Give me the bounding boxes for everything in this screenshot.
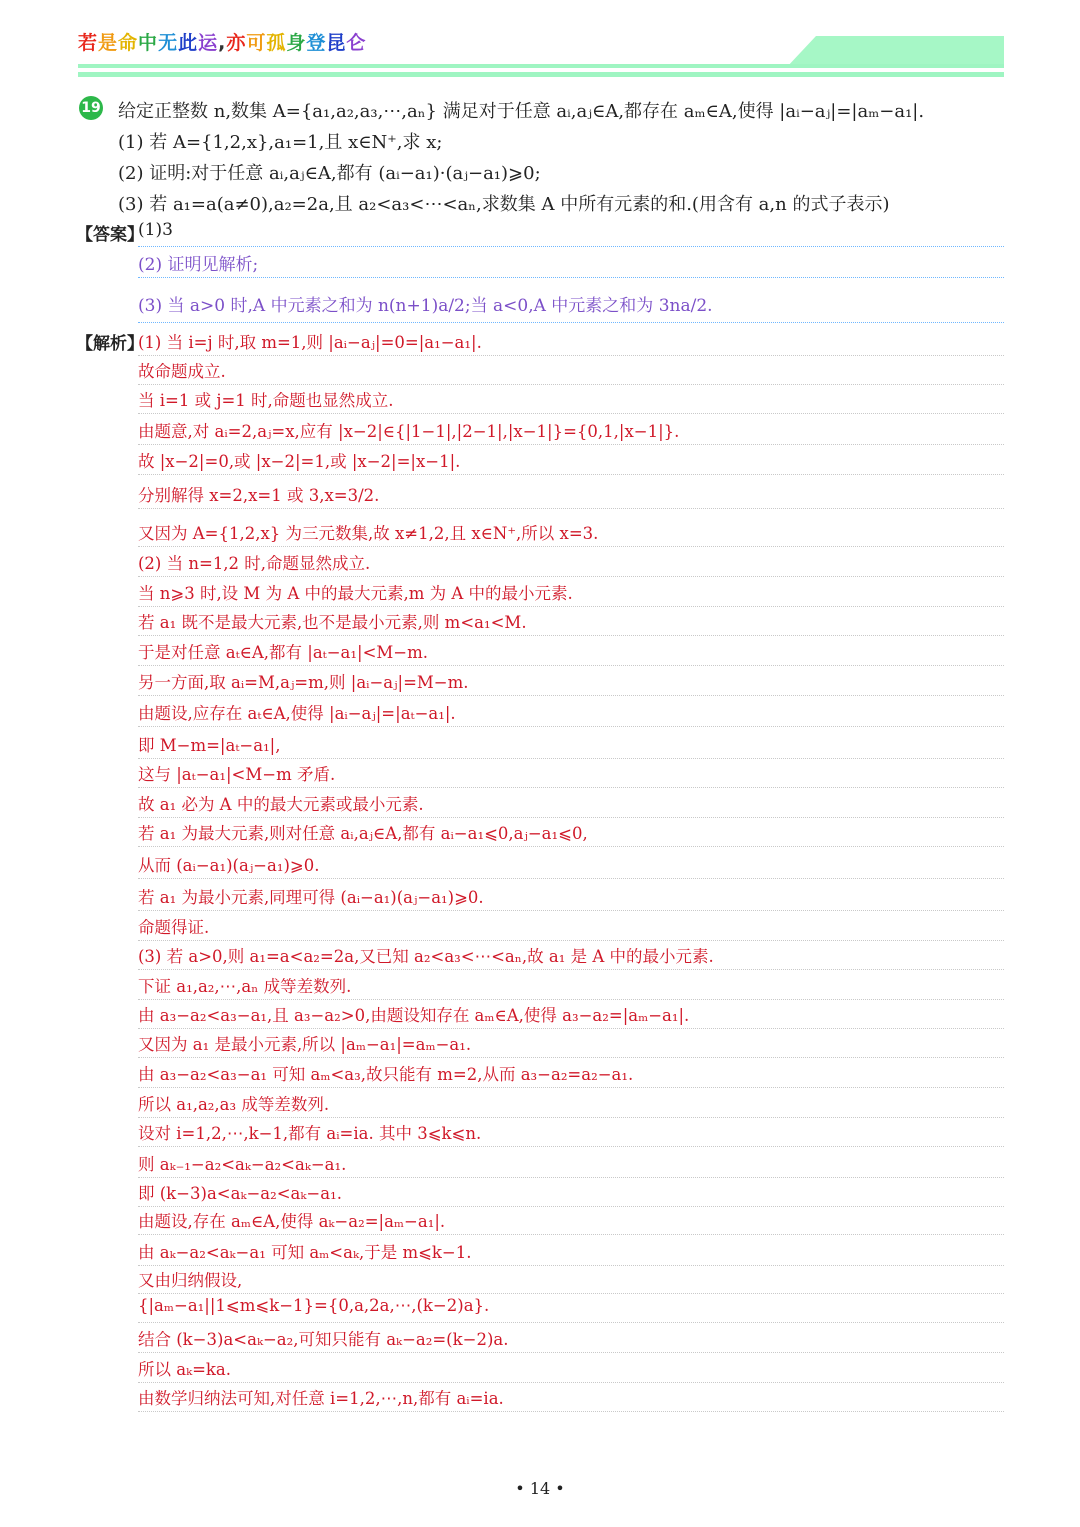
motto-char: 亦 [226,32,247,54]
analysis-divider [138,1057,1004,1058]
analysis-divider [138,999,1004,1000]
motto-char: 孤 [266,32,287,54]
question-stem: 给定正整数 n,数集 A={a₁,a₂,a₃,⋯,aₙ} 满足对于任意 aᵢ,aⱼ∈A,都存在 aₘ∈A,使得 |aᵢ−aⱼ|=|aₘ−a₁|. [118,101,925,122]
page-number: • 14 • [515,1479,565,1498]
analysis-line: 所以 aₖ=ka. [138,1360,232,1379]
analysis-line: 由 aₖ−a₂<aₖ−a₁ 可知 aₘ<aₖ,于是 m⩽k−1. [138,1243,472,1262]
motto-char: 是 [98,32,119,54]
analysis-line: 分别解得 x=2,x=1 或 3,x=3/2. [138,486,380,505]
motto-char: 此 [178,32,199,54]
analysis-divider [138,910,1004,911]
header-rule-bottom [78,72,1004,77]
motto-char: , [218,32,227,54]
analysis-line: 又因为 A={1,2,x} 为三元数集,故 x≠1,2,且 x∈N⁺,所以 x=3. [138,524,599,543]
analysis-line: 设对 i=1,2,⋯,k−1,都有 aᵢ=ia. 其中 3⩽k⩽n. [138,1124,482,1143]
analysis-divider [138,878,1004,879]
analysis-line: 由题设,存在 aₘ∈A,使得 aₖ−a₂=|aₘ−a₁|. [138,1212,446,1231]
header-rule-top [78,64,1004,68]
analysis-line: 由数学归纳法可知,对任意 i=1,2,⋯,n,都有 aᵢ=ia. [138,1389,504,1408]
question-part-3: (3) 若 a₁=a(a≠0),a₂=2a,且 a₂<a₃<⋯<aₙ,求数集 A 中所有元素的和.(用含有 a,n 的式子表示) [118,194,890,215]
analysis-divider [138,787,1004,788]
analysis-line: (1) 当 i=j 时,取 m=1,则 |aᵢ−aⱼ|=0=|a₁−a₁|. [138,333,482,352]
analysis-divider [138,1117,1004,1118]
analysis-divider [138,1411,1004,1412]
motto-char: 昆 [326,32,347,54]
question-part-2: (2) 证明:对于任意 aᵢ,aⱼ∈A,都有 (aᵢ−a₁)·(aⱼ−a₁)⩾0; [118,163,541,184]
analysis-divider [138,846,1004,847]
analysis-line: 即 (k−3)a<aₖ−a₂<aₖ−a₁. [138,1184,342,1203]
analysis-line: 由 a₃−a₂<a₃−a₁ 可知 aₘ<a₃,故只能有 m=2,从而 a₃−a₂=a₂−a₁. [138,1065,634,1084]
analysis-line: (3) 若 a>0,则 a₁=a<a₂=2a,又已知 a₂<a₃<⋯<aₙ,故 a₁ 是 A 中的最小元素. [138,947,714,966]
analysis-label: 【解析】 [76,334,144,354]
analysis-divider [138,1028,1004,1029]
analysis-divider [138,1322,1004,1323]
motto-char: 命 [118,32,139,54]
analysis-divider [138,474,1004,475]
motto-char: 身 [286,32,307,54]
analysis-divider [138,413,1004,414]
motto-char: 中 [138,32,159,54]
analysis-divider [138,444,1004,445]
analysis-line: 当 i=1 或 j=1 时,命题也显然成立. [138,391,394,410]
question-part-1: (1) 若 A={1,2,x},a₁=1,且 x∈N⁺,求 x; [118,132,443,153]
analysis-line: 故 |x−2|=0,或 |x−2|=1,或 |x−2|=|x−1|. [138,452,461,471]
analysis-line: 结合 (k−3)a<aₖ−a₂,可知只能有 aₖ−a₂=(k−2)a. [138,1330,509,1349]
analysis-divider [138,940,1004,941]
analysis-line: 故命题成立. [138,362,226,381]
analysis-divider [138,695,1004,696]
motto-char: 登 [306,32,327,54]
answer-divider [138,246,1004,247]
analysis-divider [138,1265,1004,1266]
analysis-line: 命题得证. [138,918,210,937]
analysis-line: 若 a₁ 为最大元素,则对任意 aᵢ,aⱼ∈A,都有 aᵢ−a₁⩽0,aⱼ−a₁⩽0, [138,824,588,843]
question-number-badge: 19 [79,96,103,120]
answer-divider [138,322,1004,323]
analysis-line: 又因为 a₁ 是最小元素,所以 |aₘ−a₁|=aₘ−a₁. [138,1035,472,1054]
analysis-line: 若 a₁ 为最小元素,同理可得 (aᵢ−a₁)(aⱼ−a₁)⩾0. [138,888,484,907]
analysis-divider [138,1293,1004,1294]
analysis-divider [138,606,1004,607]
analysis-divider [138,635,1004,636]
analysis-divider [138,1087,1004,1088]
analysis-divider [138,1177,1004,1178]
answer-line-3: (3) 当 a>0 时,A 中元素之和为 n(n+1)a/2;当 a<0,A 中元素之和为 3na/2. [138,296,713,316]
analysis-divider [138,1146,1004,1147]
motto-char: 无 [158,32,179,54]
analysis-divider [138,1234,1004,1235]
analysis-line: 从而 (aᵢ−a₁)(aⱼ−a₁)⩾0. [138,856,320,875]
analysis-line: 所以 a₁,a₂,a₃ 成等差数列. [138,1095,330,1114]
motto-char: 可 [246,32,267,54]
analysis-line: 由 a₃−a₂<a₃−a₁,且 a₃−a₂>0,由题设知存在 aₘ∈A,使得 a₃−a₂=|aₘ−a₁|. [138,1006,690,1025]
analysis-divider [138,969,1004,970]
analysis-line: 又由归纳假设, [138,1271,243,1290]
analysis-line: 于是对任意 aₜ∈A,都有 |aₜ−a₁|<M−m. [138,643,429,662]
answer-divider [138,277,1004,278]
analysis-line: 故 a₁ 必为 A 中的最大元素或最小元素. [138,795,424,814]
analysis-divider [138,1352,1004,1353]
answer-line-2: (2) 证明见解析; [138,255,259,275]
motto-char: 运 [198,32,219,54]
analysis-divider [138,665,1004,666]
answer-label: 【答案】 [76,225,144,245]
analysis-line: 若 a₁ 既不是最大元素,也不是最小元素,则 m<a₁<M. [138,613,527,632]
analysis-line: 由题意,对 aᵢ=2,aⱼ=x,应有 |x−2|∈{|1−1|,|2−1|,|x−1|}={0,1,|x−1|}. [138,422,680,441]
answer-line-1: (1)3 [138,220,173,240]
analysis-line: 则 aₖ₋₁−a₂<aₖ−a₂<aₖ−a₁. [138,1155,347,1174]
analysis-divider [138,576,1004,577]
motto-char: 仑 [346,32,367,54]
analysis-line: 这与 |aₜ−a₁|<M−m 矛盾. [138,765,336,784]
analysis-divider [138,726,1004,727]
analysis-line: {|aₘ−a₁||1⩽m⩽k−1}={0,a,2a,⋯,(k−2)a}. [138,1296,490,1315]
analysis-divider [138,508,1004,509]
analysis-divider [138,1206,1004,1207]
analysis-divider [138,1382,1004,1383]
analysis-line: 下证 a₁,a₂,⋯,aₙ 成等差数列. [138,977,352,996]
analysis-divider [138,355,1004,356]
analysis-divider [138,384,1004,385]
analysis-divider [138,817,1004,818]
motto-char: 若 [78,32,99,54]
header-motto [78,28,366,55]
analysis-line: 即 M−m=|aₜ−a₁|, [138,736,281,755]
analysis-line: 当 n⩾3 时,设 M 为 A 中的最大元素,m 为 A 中的最小元素. [138,584,573,603]
analysis-line: 另一方面,取 aᵢ=M,aⱼ=m,则 |aᵢ−aⱼ|=M−m. [138,673,469,692]
analysis-line: (2) 当 n=1,2 时,命题显然成立. [138,554,371,573]
analysis-divider [138,758,1004,759]
analysis-line: 由题设,应存在 aₜ∈A,使得 |aᵢ−aⱼ|=|aₜ−a₁|. [138,704,456,723]
page-header [0,0,1080,92]
analysis-divider [138,546,1004,547]
